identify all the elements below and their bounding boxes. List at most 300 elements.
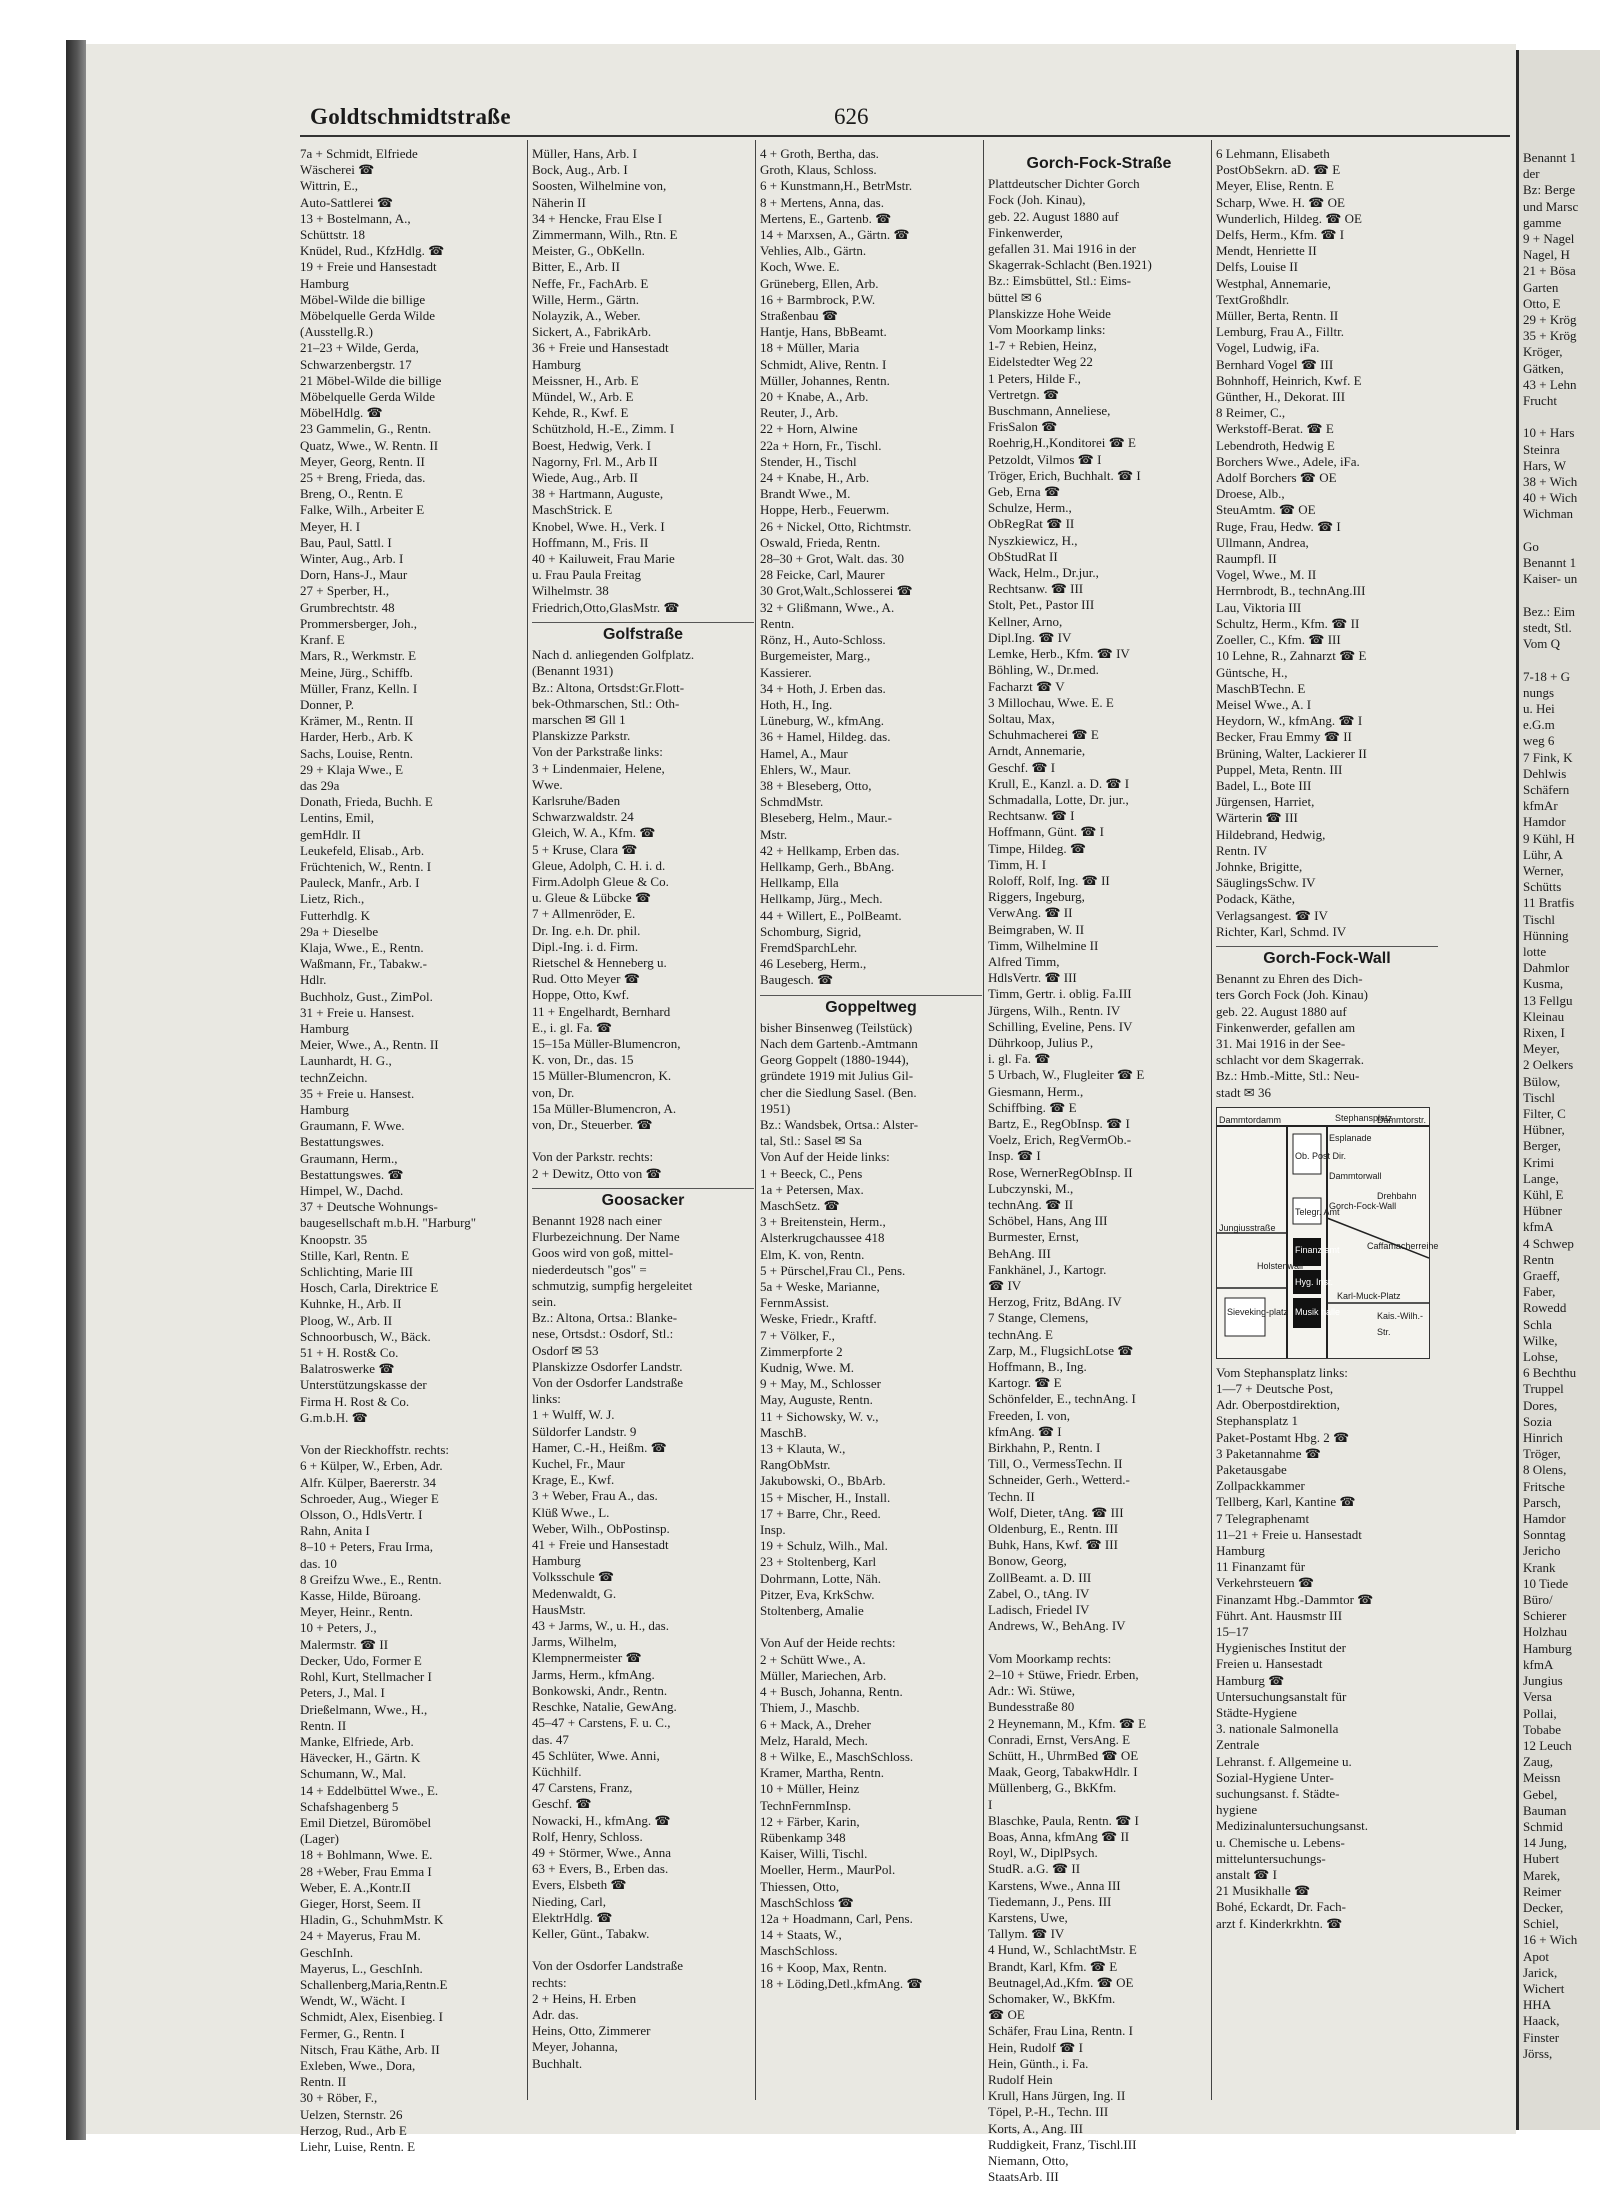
directory-line: Freien u. Hansestadt	[1216, 1656, 1323, 1672]
directory-line: Hinrich	[1523, 1430, 1563, 1446]
directory-line: Garten	[1523, 279, 1559, 295]
entries-gorch-fock-strasse-cont	[1216, 146, 1438, 940]
directory-line: 6 Bechthu	[1523, 1365, 1577, 1381]
directory-line: Vertretgn. ☎	[988, 386, 1060, 402]
directory-line: Finkenwerder,	[988, 224, 1063, 240]
entries-goldtschmidtstrasse	[300, 146, 522, 2155]
directory-line: Küchhilf.	[532, 1763, 582, 1779]
directory-line: Nieding, Carl,	[532, 1893, 607, 1909]
directory-line: Meier, Wwe., A., Rentn. II	[300, 1037, 439, 1053]
directory-line: Rönz, H., Auto-Schloss.	[760, 632, 886, 648]
directory-line: 19 + Schulz, Wilh., Mal.	[760, 1538, 888, 1554]
directory-line: Ullmann, Andrea,	[1216, 534, 1309, 550]
directory-line: Medizinaluntersuchungsanst.	[1216, 1818, 1368, 1834]
directory-line: Hdlr.	[300, 972, 327, 988]
directory-line: Himpel, W., Dachd.	[300, 1183, 404, 1198]
directory-line: Dehlwis	[1523, 765, 1567, 781]
directory-line: 8 Olens,	[1523, 1462, 1567, 1478]
directory-line: Reschke, Natalie, GewAng.	[532, 1699, 677, 1715]
directory-line: Zimmerpforte 2	[760, 1343, 843, 1359]
directory-line: Mayerus, L., GeschInh.	[300, 1960, 423, 1976]
directory-line: E., i. gl. Fa. ☎	[532, 1019, 613, 1035]
entries-goldtschmidtstrasse-cont	[532, 146, 754, 616]
directory-line: Tallym. ☎ IV	[988, 1926, 1065, 1942]
directory-line	[760, 1619, 982, 1635]
directory-line: Vom Moorkamp links:	[988, 322, 1106, 338]
directory-line: Schmid	[1523, 1818, 1563, 1834]
directory-line: ☎ IV	[988, 1278, 1022, 1294]
directory-line: Straßenbau ☎	[760, 308, 838, 324]
directory-line: 7a + Schmidt, Elfriede	[300, 146, 418, 161]
directory-line	[988, 1634, 1210, 1650]
directory-line: 35 + Freie u. Hansest.	[300, 1085, 415, 1101]
directory-line: Dr. Ing. e.h. Dr. phil.	[532, 922, 641, 938]
directory-line: Mündel, W., Arb. E	[532, 389, 634, 405]
directory-line: 4 + Busch, Johanna, Rentn.	[760, 1684, 903, 1700]
directory-line: 11 Finanzamt für	[1216, 1559, 1306, 1575]
directory-line: Kaiser, Willi, Tischl.	[760, 1846, 868, 1862]
directory-line: 16 + Barmbrock, P.W.	[760, 291, 876, 307]
directory-line: Rietschel & Henneberg u.	[532, 954, 667, 970]
next-page-edge	[1516, 50, 1600, 2130]
directory-line: Bestattungswes. ☎	[300, 1166, 404, 1182]
directory-line: Geschf. ☎ I	[988, 759, 1056, 775]
directory-line: Hamburg	[300, 1101, 349, 1117]
directory-line: Finanzamt Hbg.-Dammtor ☎	[1216, 1591, 1374, 1607]
map-label: Karl-Muck-Platz	[1337, 1290, 1401, 1301]
directory-line: Schultz, Herm., Kfm. ☎ II	[1216, 615, 1360, 631]
directory-line: Gieger, Horst, Seem. II	[300, 1895, 421, 1911]
directory-line: Mars, R., Werkmstr. E	[300, 648, 417, 664]
directory-line: Timpe, Hildeg. ☎	[988, 840, 1087, 856]
directory-line: 32 + Glißmann, Wwe., A.	[760, 599, 895, 615]
directory-line: Schönfelder, E., technAng. I	[988, 1391, 1136, 1407]
directory-line: 10 + Hars	[1523, 425, 1575, 441]
directory-line: Benannt 1	[1523, 150, 1577, 165]
directory-line: Drießelmann, Wwe., H.,	[300, 1701, 428, 1717]
directory-line: Lemke, Herb., Kfm. ☎ IV	[988, 646, 1130, 662]
directory-line: Vehlies, Alb., Gärtn.	[760, 243, 867, 259]
directory-line: Kellner, Arno,	[988, 613, 1063, 629]
directory-line: Wack, Helm., Dr.jur.,	[988, 565, 1099, 581]
directory-line: Tellberg, Karl, Kantine ☎	[1216, 1494, 1356, 1510]
directory-line: Schafshagenberg 5	[300, 1798, 399, 1814]
directory-line: Pollai,	[1523, 1705, 1557, 1721]
directory-line: Hamel, A., Maur	[760, 745, 848, 761]
directory-line: Wärterin ☎ III	[1216, 810, 1298, 826]
directory-line: sein.	[532, 1294, 557, 1310]
directory-line: Dohrmann, Lotte, Näh.	[760, 1570, 881, 1586]
directory-line: Waßmann, Fr., Tabakw.-	[300, 956, 427, 972]
directory-line: Hygienisches Institut der	[1216, 1640, 1346, 1656]
directory-line: Tiedemann, J., Pens. III	[988, 1893, 1112, 1909]
directory-line: Dührkoop, Julius P.,	[988, 1034, 1094, 1050]
map-label: Telegr. Amt	[1295, 1206, 1340, 1217]
directory-line: Müller, Mariechen, Arb.	[760, 1667, 887, 1683]
directory-line: (Ausstellg.R.)	[300, 324, 373, 340]
directory-line: Wiede, Aug., Arb. II	[532, 470, 638, 486]
directory-line: 7-18 + G	[1523, 668, 1571, 684]
directory-line: 18 + Bohlmann, Wwe. E.	[300, 1847, 433, 1863]
directory-line: 14 Jung,	[1523, 1835, 1568, 1851]
directory-line	[532, 1942, 754, 1958]
directory-line: Planskizze Osdorfer Landstr.	[532, 1358, 683, 1374]
directory-line: Manke, Elfriede, Arb.	[300, 1733, 414, 1749]
directory-line: ters Gorch Fock (Joh. Kinau)	[1216, 987, 1368, 1003]
directory-line: 13 Fellgu	[1523, 992, 1573, 1008]
directory-line: Olsson, O., HdlsVertr. I	[300, 1507, 423, 1523]
directory-line: 7 + Völker, F.,	[760, 1327, 835, 1343]
directory-line: Bz.: Eimsbüttel, Stl.: Eims-	[988, 273, 1131, 289]
directory-line: Müllenberg, G., BkKfm.	[988, 1780, 1117, 1796]
directory-line: 15–17	[1216, 1624, 1249, 1640]
directory-line: Bauman	[1523, 1802, 1567, 1818]
directory-line: Prommersberger, Joh.,	[300, 615, 417, 631]
directory-line: nungs	[1523, 684, 1555, 700]
directory-line: Kusma,	[1523, 976, 1564, 992]
directory-line: 14 + Marxsen, A., Gärtn. ☎	[760, 227, 910, 243]
map-label: Esplanade	[1329, 1132, 1372, 1143]
directory-line: Lüneburg, W., kfmAng.	[760, 713, 884, 729]
directory-line: 7 Telegraphenamt	[1216, 1510, 1310, 1526]
directory-line: Jungius	[1523, 1673, 1563, 1689]
directory-line: Rolf, Henry, Schloss.	[532, 1828, 643, 1844]
directory-line: 38 + Bleseberg, Otto,	[760, 777, 872, 793]
map-label: Kais.-Wilh.-Str.	[1377, 1310, 1424, 1337]
directory-line: Blaschke, Paula, Rentn. ☎ I	[988, 1812, 1139, 1828]
directory-line: Nach dem Gartenb.-Amtmann	[760, 1035, 918, 1051]
directory-line: Petzoldt, Vilmos ☎ I	[988, 451, 1102, 467]
directory-line: Insp. ☎ I	[988, 1148, 1041, 1164]
directory-line: Lubczynski, M.,	[988, 1180, 1074, 1196]
directory-line: 7 Stange, Clemens,	[988, 1310, 1089, 1326]
directory-line: Lohse,	[1523, 1349, 1559, 1365]
directory-line: Haack,	[1523, 2013, 1560, 2029]
directory-line: 16 + Koop, Max, Rentn.	[760, 1959, 887, 1975]
directory-line: Karstens, Wwe., Anna III	[988, 1877, 1121, 1893]
directory-line: Hoth, H., Ing.	[760, 696, 833, 712]
directory-line: Steinra	[1523, 441, 1560, 457]
directory-line: Hosch, Carla, Direktrice E	[300, 1280, 439, 1296]
directory-line: Grumbrechtstr. 48	[300, 599, 395, 615]
directory-line: Freeden, I. von,	[988, 1407, 1070, 1423]
directory-line: Facharzt ☎ V	[988, 678, 1065, 694]
directory-line: Knobel, Wwe. H., Verk. I	[532, 518, 665, 534]
map-label: Jungiusstraße	[1219, 1222, 1276, 1233]
directory-line: 5a + Weske, Marianne,	[760, 1279, 880, 1295]
directory-line: schmutzig, sumpfig hergeleitet	[532, 1277, 693, 1293]
directory-line: Bez.: Eim	[1523, 603, 1575, 619]
directory-line: Tröger,	[1523, 1446, 1561, 1462]
directory-line: Kassierer.	[760, 664, 812, 680]
directory-line: Schuhmacherei ☎ E	[988, 727, 1099, 743]
directory-line: 2 + Schütt Wwe., A.	[760, 1651, 866, 1667]
directory-line: StudR. a.G. ☎ II	[988, 1861, 1081, 1877]
directory-line: baugesellschaft m.b.H. "Harburg"	[300, 1215, 477, 1231]
directory-line: kfmAr	[1523, 798, 1558, 814]
directory-line: 6 + Mack, A., Dreher	[760, 1716, 871, 1732]
directory-line: 1-7 + Rebien, Heinz,	[988, 338, 1097, 354]
directory-line: Scharp, Wwe. H. ☎ OE	[1216, 194, 1345, 210]
directory-line: 45–47 + Carstens, F. u. C.,	[532, 1715, 671, 1731]
directory-line: Wendt, W., Wächt. I	[300, 1993, 406, 2009]
directory-line: 5 Urbach, W., Flugleiter ☎ E	[988, 1067, 1145, 1083]
directory-line: FrisSalon ☎	[988, 419, 1058, 435]
directory-line: Rentn	[1523, 1251, 1555, 1267]
directory-line: HausMstr.	[532, 1601, 586, 1617]
directory-line: büttel ✉ 6	[988, 289, 1042, 305]
directory-line: Bz.: Hmb.-Mitte, Stl.: Neu-	[1216, 1068, 1360, 1084]
directory-line: Hübner,	[1523, 1122, 1565, 1138]
directory-line: Fritsche	[1523, 1478, 1565, 1494]
directory-line: 1a + Petersen, Max.	[760, 1181, 864, 1197]
directory-line: Volksschule ☎	[532, 1569, 615, 1585]
directory-line: 35 + Krög	[1523, 328, 1577, 344]
directory-line: Neffe, Fr., FachArb. E	[532, 275, 649, 291]
directory-line: 3 + Breitenstein, Herm.,	[760, 1214, 886, 1230]
directory-line: Decker,	[1523, 1899, 1564, 1915]
directory-line: Güntsche, H.,	[1216, 664, 1288, 680]
directory-line: Rübenkamp 348	[760, 1829, 846, 1845]
directory-line: u. Gleue & Lübcke ☎	[532, 890, 652, 906]
directory-line: Paket-Postamt Hbg. 2 ☎	[1216, 1429, 1350, 1445]
directory-line: bek-Othmarschen, Stl.: Oth-	[532, 695, 680, 711]
directory-line: Hladin, G., SchuhmMstr. K	[300, 1912, 444, 1928]
directory-line: Donner, P.	[300, 696, 355, 712]
directory-line: Vogel, Ludwig, iFa.	[1216, 340, 1320, 356]
directory-line: Schöbel, Hans, Ang III	[988, 1213, 1108, 1229]
directory-line: MaschSetz. ☎	[760, 1198, 840, 1213]
directory-line: Hünning	[1523, 927, 1569, 943]
directory-line: Lemburg, Frau A., Filltr.	[1216, 324, 1344, 340]
directory-line: mitteluntersuchungs-	[1216, 1850, 1326, 1866]
directory-line: 21–23 + Wilde, Gerda,	[300, 340, 419, 356]
map-label: Caffamacherreihe	[1367, 1240, 1439, 1251]
directory-line: 8 + Mertens, Anna, das.	[760, 194, 884, 210]
directory-line: Hamburg ☎	[1216, 1672, 1285, 1688]
directory-line: 2–10 + Stüwe, Friedr. Erben,	[988, 1666, 1139, 1682]
directory-line: Wunderlich, Hildeg. ☎ OE	[1216, 210, 1362, 226]
directory-line: 37 + Deutsche Wohnungs-	[300, 1199, 438, 1215]
directory-line: Werkstoff-Berat. ☎ E	[1216, 421, 1334, 437]
directory-line: Zentrale	[1216, 1737, 1260, 1753]
directory-line: Boest, Hedwig, Verk. I	[532, 437, 651, 453]
directory-line: Schützhold, H.-E., Zimm. I	[532, 421, 675, 437]
directory-line: 5 + Pürschel,Frau Cl., Pens.	[760, 1262, 906, 1278]
directory-line: Jürgens, Wilh., Rentn. IV	[988, 1002, 1121, 1018]
directory-line: Go	[1523, 538, 1539, 554]
street-heading-golfstrasse: Golfstraße	[532, 622, 754, 643]
directory-line: 15a Müller-Blumencron, A.	[532, 1100, 677, 1116]
directory-line: anstalt ☎ I	[1216, 1867, 1277, 1883]
directory-line: Vom Stephansplatz links:	[1216, 1364, 1348, 1380]
directory-line: ElektrHdlg. ☎	[532, 1909, 613, 1925]
directory-line: Zaug,	[1523, 1754, 1553, 1770]
directory-line: Zimmermann, Wilh., Rtn. E	[532, 227, 678, 243]
directory-line: Meyer, Heinr., Rentn.	[300, 1604, 413, 1620]
directory-line: Firm.Adolph Gleue & Co.	[532, 873, 669, 889]
directory-line: Auto-Sattlerei ☎	[300, 194, 394, 210]
directory-line: Schneider, Gerh., Wetterd.-	[988, 1472, 1130, 1488]
directory-line: Graumann, Herm.,	[300, 1150, 398, 1166]
directory-line: lotte	[1523, 943, 1547, 959]
directory-line: 51 + H. Rost& Co.	[300, 1345, 399, 1361]
directory-line: technZeichn.	[300, 1069, 368, 1085]
directory-line: Schallenberg,Maria,Rentn.E	[300, 1976, 448, 1992]
directory-line: Lühr, A	[1523, 846, 1563, 862]
directory-line: Bz.: Wandsbek, Ortsa.: Alster-	[760, 1116, 919, 1132]
directory-line: 38 + Wich	[1523, 474, 1578, 490]
directory-line: Moeller, Herm., MaurPol.	[760, 1862, 896, 1878]
directory-line: gamme	[1523, 214, 1562, 230]
directory-line: Krank	[1523, 1559, 1556, 1575]
directory-line: SchmdMstr.	[760, 794, 824, 810]
directory-line: Techn. II	[988, 1488, 1035, 1504]
directory-line: 29 + Krög	[1523, 312, 1577, 328]
directory-line: 9 + May, M., Schlosser	[760, 1376, 881, 1392]
directory-line: Andrews, W., BehAng. IV	[988, 1618, 1126, 1634]
directory-line: und Marsc	[1523, 198, 1579, 214]
directory-line: Kleinau	[1523, 1008, 1565, 1024]
directory-line: 11–21 + Freie u. Hansestadt	[1216, 1526, 1362, 1542]
directory-line: Jakubowski, O., BbArb.	[760, 1473, 886, 1489]
directory-line: Hoffmann, M., Fris. II	[532, 534, 649, 550]
directory-line: BehAng. III	[988, 1245, 1051, 1261]
directory-line: Beimgraben, W. II	[988, 921, 1085, 937]
directory-line: Früchtenich, W., Rentn. I	[300, 858, 432, 874]
column-divider	[755, 140, 756, 2100]
directory-line: Alfred Timm,	[988, 953, 1060, 969]
directory-line: Badel, L., Bote III	[1216, 777, 1312, 793]
directory-line: 21 Möbel-Wilde die billige	[300, 372, 442, 388]
directory-line: Bitter, E., Arb. II	[532, 259, 620, 275]
directory-line: Benannt 1	[1523, 555, 1577, 571]
directory-line: Hamer, C.-H., Heißm. ☎	[532, 1439, 667, 1455]
directory-line: Voelz, Erich, RegVermOb.-	[988, 1132, 1132, 1148]
directory-line: Bz.: Altona, Ortsdst:Gr.Flott-	[532, 679, 685, 695]
directory-line: 22a + Horn, Fr., Tischl.	[760, 437, 882, 453]
directory-line: 6 + Külper, W., Erben, Adr.	[300, 1458, 443, 1474]
directory-line: Beutnagel,Ad.,Kfm. ☎ OE	[988, 1974, 1134, 1990]
directory-line: Donath, Frieda, Buchh. E	[300, 794, 433, 810]
directory-line: Maak, Georg, TabakwHdlr. I	[988, 1764, 1138, 1780]
directory-line: e.G.m	[1523, 717, 1555, 733]
directory-line: TechnFernmInsp.	[760, 1797, 852, 1813]
directory-line: Winter, Aug., Arb. I	[300, 551, 404, 567]
directory-line: Schlichting, Marie III	[300, 1264, 413, 1280]
directory-line: 12 + Färber, Karin,	[760, 1813, 860, 1829]
directory-line: Tischl	[1523, 1089, 1556, 1105]
book-spine	[66, 40, 86, 2140]
directory-line: Jericho	[1523, 1543, 1561, 1559]
directory-line: Peters, J., Mal. I	[300, 1685, 385, 1701]
directory-line: Emil Dietzel, Büromöbel	[300, 1814, 432, 1830]
directory-line: schlacht vor dem Skagerrak.	[1216, 1052, 1365, 1068]
directory-line: 3. nationale Salmonella	[1216, 1721, 1339, 1737]
directory-line: Möbel-Wilde die billige	[300, 291, 426, 307]
street-heading-goppeltweg: Goppeltweg	[760, 995, 982, 1016]
directory-line: Balatroswerke ☎	[300, 1361, 395, 1377]
directory-line: Hamburg	[1216, 1543, 1265, 1559]
directory-line: 24 + Mayerus, Frau M.	[300, 1928, 421, 1944]
directory-line: Kartogr. ☎ E	[988, 1375, 1062, 1391]
directory-line: Goos wird von goß, mittel-	[532, 1245, 674, 1261]
directory-line: Lentins, Emil,	[300, 810, 375, 826]
directory-line: 3 + Weber, Frau A., das.	[532, 1488, 658, 1504]
directory-line: Geschf. ☎	[532, 1796, 592, 1812]
directory-line: Müller, Hans, Arb. I	[532, 146, 637, 161]
directory-line: Schiffbing. ☎ E	[988, 1099, 1077, 1115]
directory-line: Klüß Wwe., L.	[532, 1504, 610, 1520]
directory-line: Müller, Johannes, Rentn.	[760, 372, 890, 388]
directory-line: Rixen, I	[1523, 1024, 1565, 1040]
directory-line: Klaja, Wwe., E., Rentn.	[300, 939, 424, 955]
directory-line: 19 + Freie und Hansestadt	[300, 259, 437, 275]
directory-line: 10 Lehne, R., Zahnarzt ☎ E	[1216, 648, 1367, 664]
directory-line: Dores,	[1523, 1397, 1558, 1413]
directory-line: (Lager)	[300, 1831, 339, 1847]
directory-line: Hein, Rudolf ☎ I	[988, 2039, 1083, 2055]
directory-line: Otto, E	[1523, 295, 1561, 311]
directory-line: Meisel Wwe., A. I	[1216, 696, 1312, 712]
directory-line: 2 Oelkers	[1523, 1057, 1574, 1073]
directory-line: 13 + Klauta, W.,	[760, 1441, 846, 1457]
directory-line: Kranf. E	[300, 632, 345, 648]
directory-line: Krull, Hans Jürgen, Ing. II	[988, 2088, 1126, 2104]
directory-line: Friedrich,Otto,GlasMstr. ☎	[532, 599, 680, 615]
directory-line: Von der Parkstraße links:	[532, 744, 663, 760]
street-heading-gorch-fock-strasse: Gorch-Fock-Straße	[1026, 155, 1172, 172]
directory-line: Keller, Günt., Tabakw.	[532, 1925, 650, 1941]
directory-line: marschen ✉ Gll 1	[532, 711, 626, 727]
header-rule	[300, 135, 1510, 137]
directory-line: 10 Tiede	[1523, 1575, 1569, 1591]
directory-line: Alfr. Külper, Baererstr. 34	[300, 1474, 436, 1490]
directory-line: Städte-Hygiene	[1216, 1705, 1297, 1721]
entries-goosacker	[532, 1213, 754, 2072]
directory-line: Insp.	[760, 1522, 786, 1538]
directory-line: G.m.b.H. ☎	[300, 1409, 368, 1425]
directory-line: ObRegRat ☎ II	[988, 516, 1075, 532]
directory-line: Westphal, Annemarie,	[1216, 275, 1331, 291]
directory-line: Schumann, W., Mal.	[300, 1766, 407, 1782]
directory-line: 16 + Wich	[1523, 1932, 1578, 1948]
directory-line: Krimi	[1523, 1154, 1555, 1170]
directory-line: Melz, Harald, Mech.	[760, 1732, 868, 1748]
directory-line: Wilke,	[1523, 1332, 1558, 1348]
directory-line: Herzog, Fritz, BdAng. IV	[988, 1294, 1122, 1310]
directory-line: Baugesch. ☎	[760, 972, 834, 988]
directory-line: Schroeder, Aug., Wieger E	[300, 1490, 439, 1506]
directory-line: Untersuchungsanstalt für	[1216, 1688, 1347, 1704]
directory-line: Hävecker, H., Gärtn. K	[300, 1750, 421, 1766]
directory-line: Schäfer, Frau Lina, Rentn. I	[988, 2023, 1133, 2039]
directory-line: MaschSchloss.	[760, 1943, 838, 1959]
directory-line: 34 + Hoth, J. Erben das.	[760, 680, 886, 696]
directory-line: Groth, Klaus, Schloss.	[760, 162, 877, 178]
directory-line	[1523, 652, 1600, 668]
directory-line: Kehde, R., Kwf. E	[532, 405, 629, 421]
directory-line: HdlsVertr. ☎ III	[988, 970, 1077, 986]
directory-line: 6 Lehmann, Elisabeth	[1216, 146, 1330, 161]
directory-line: Podack, Käthe,	[1216, 891, 1296, 907]
directory-line: Bleseberg, Helm., Maur.-	[760, 810, 892, 826]
directory-line: hygiene	[1216, 1802, 1258, 1818]
directory-line: Ladisch, Friedel IV	[988, 1602, 1090, 1618]
directory-line: Stephansplatz 1	[1216, 1413, 1298, 1429]
directory-line: 47 Carstens, Franz,	[532, 1780, 633, 1796]
directory-line: 30 Grot,Walt.,Schlosserei ☎	[760, 583, 913, 599]
